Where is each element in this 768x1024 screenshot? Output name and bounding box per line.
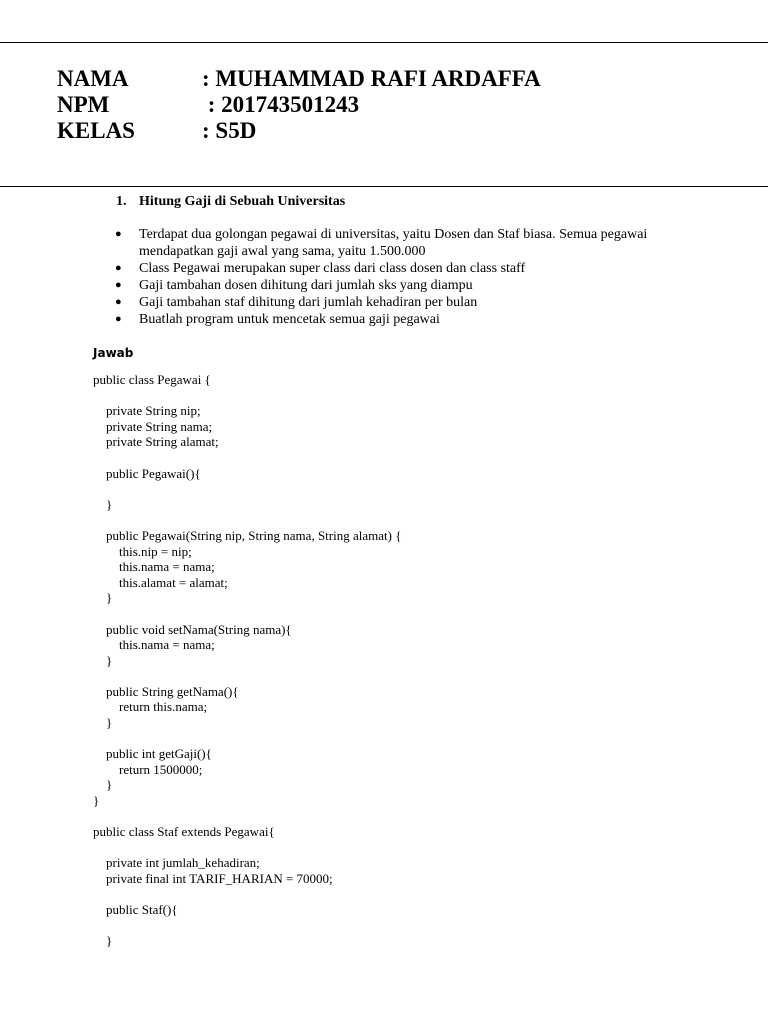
header-value-nama: : MUHAMMAD RAFI ARDAFFA — [202, 66, 541, 91]
list-item — [112, 277, 672, 294]
header-row-kelas — [57, 118, 256, 144]
header-label-kelas: KELAS — [57, 118, 135, 143]
question-number: 1. — [116, 194, 127, 209]
header-row-nama — [57, 66, 541, 92]
header-label-nama: NAMA — [57, 66, 129, 91]
list-item — [112, 226, 672, 260]
bullet-icon: ● — [115, 313, 122, 325]
answer-label: Jawab — [93, 346, 134, 360]
code-listing: public class Pegawai { private String nip; private String nama; private String alamat; public Pegawai(){ } public Pegawai(String nip, String nama, String alamat) { this.nip = nip; this.nama = nama; this.alamat = alamat; } public void setNama(String nama){ this.nama = nama; } public String getNama(){ return this.nama; } public int getGaji(){ return 1500000; } } public class Staf extends Pegawai{ private int jumlah_kehadiran; private final int TARIF_HARIAN = 70000; public Staf(){ } — [93, 372, 402, 949]
question-heading — [116, 193, 345, 210]
header-divider — [0, 186, 768, 187]
bullet-icon: ● — [115, 279, 122, 291]
bullet-text: Class Pegawai merupakan super class dari class dosen dan class staff — [139, 261, 526, 276]
bullet-icon: ● — [115, 262, 122, 274]
bullet-icon: ● — [115, 228, 122, 240]
bullet-icon: ● — [115, 296, 122, 308]
question-bullet-list — [112, 226, 672, 328]
header-value-kelas: : S5D — [202, 118, 257, 143]
bullet-text: Buatlah program untuk mencetak semua gaji pegawai — [139, 312, 440, 327]
header-row-npm — [57, 92, 359, 118]
header-value-npm: : 201743501243 — [202, 92, 360, 117]
bullet-text: Terdapat dua golongan pegawai di universitas, yaitu Dosen dan Staf biasa. Semua pegawai mendapatkan gaji awal yang sama, yaitu 1.500.000 — [139, 227, 648, 259]
header-label-npm: NPM — [57, 92, 110, 117]
top-divider — [0, 42, 768, 43]
list-item — [112, 294, 672, 311]
bullet-text: Gaji tambahan staf dihitung dari jumlah kehadiran per bulan — [139, 295, 478, 310]
list-item — [112, 311, 672, 328]
list-item — [112, 260, 672, 277]
bullet-text: Gaji tambahan dosen dihitung dari jumlah sks yang diampu — [139, 278, 473, 293]
question-title: Hitung Gaji di Sebuah Universitas — [139, 194, 346, 209]
